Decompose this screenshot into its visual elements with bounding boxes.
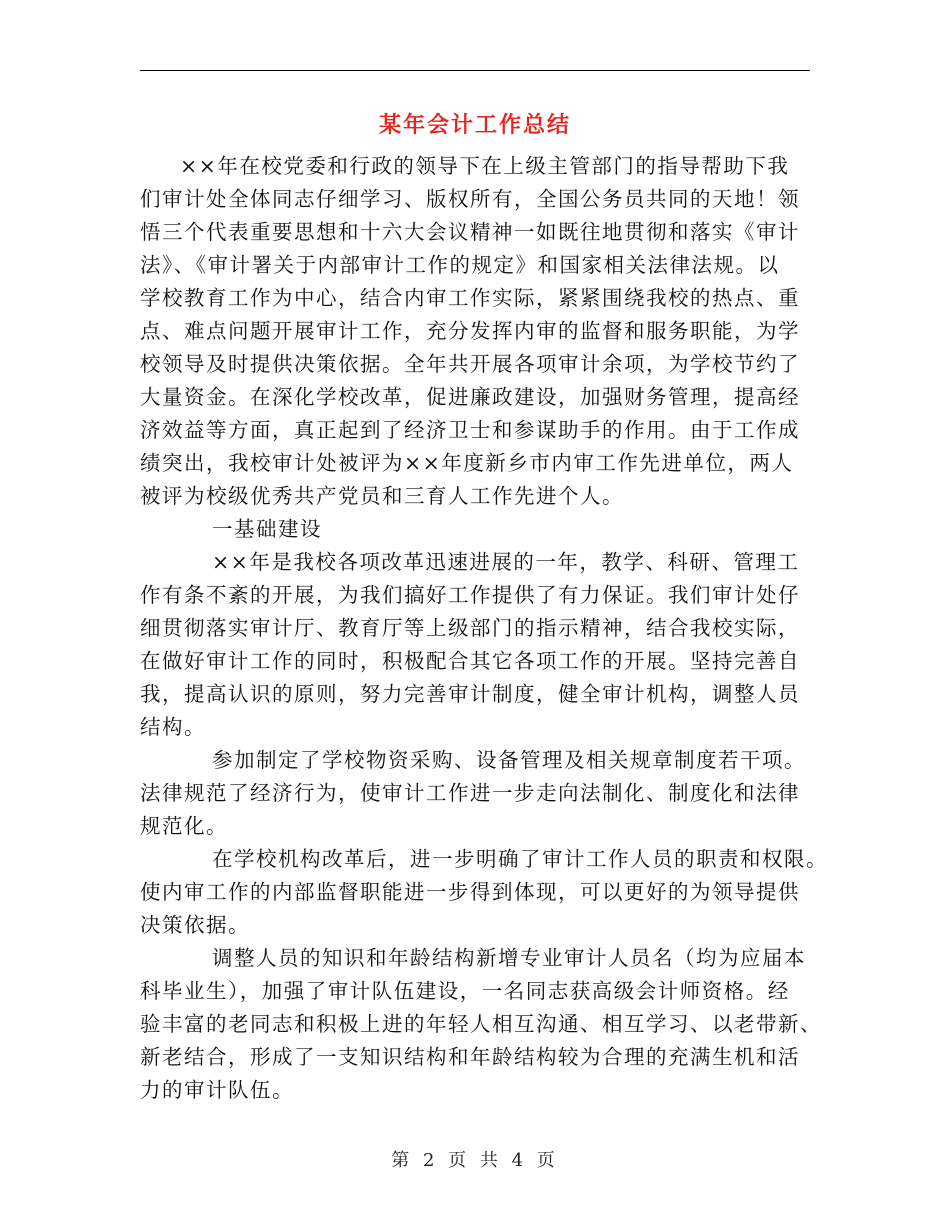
text-line: 结构。 (140, 715, 206, 739)
text-line: 调整人员的知识和年龄结构新增专业审计人员名（均为应届本 (212, 946, 806, 970)
text-line: 大量资金。在深化学校改革，促进廉政建设，加强财务管理，提高经 (140, 385, 800, 409)
text-line: 点、难点问题开展审计工作，充分发挥内审的监督和服务职能，为学 (140, 319, 800, 343)
page-footer: 第 2 页 共 4 页 (391, 1150, 559, 1171)
text-line: 细贯彻落实审计厅、教育厅等上级部门的指示精神，结合我校实际， (140, 616, 800, 640)
document-body (140, 150, 828, 1107)
text-line: 我，提高认识的原则，努力完善审计制度，健全审计机构，调整人员 (140, 682, 800, 706)
text-line: 规范化。 (140, 814, 228, 838)
text-line: 绩突出，我校审计处被评为××年度新乡市内审工作先进单位，两人 (140, 451, 794, 475)
text-line: 参加制定了学校物资采购、设备管理及相关规章制度若干项。 (212, 748, 806, 772)
document-title: 某年会计工作总结 (378, 113, 571, 138)
header-rule (140, 70, 810, 71)
text-line: 学校教育工作为中心，结合内审工作实际，紧紧围绕我校的热点、重 (140, 286, 800, 310)
text-line: 作有条不紊的开展，为我们搞好工作提供了有力保证。我们审计处仔 (140, 583, 800, 607)
text-line: 在做好审计工作的同时，积极配合其它各项工作的开展。坚持完善自 (140, 649, 800, 673)
text-line: 校领导及时提供决策依据。全年共开展各项审计余项，为学校节约了 (140, 352, 800, 376)
text-line: 法》、《审计署关于内部审计工作的规定》和国家相关法律法规。以 (140, 253, 780, 277)
text-line: 决策依据。 (140, 913, 250, 937)
text-line: 验丰富的老同志和积极上进的年轻人相互沟通、相互学习、以老带新、 (140, 1012, 822, 1036)
text-line: 法律规范了经济行为，使审计工作进一步走向法制化、制度化和法律 (140, 781, 800, 805)
text-line: 在学校机构改革后，进一步明确了审计工作人员的职责和权限。 (212, 847, 828, 871)
text-line: 新老结合，形成了一支知识结构和年龄结构较为合理的充满生机和活 (140, 1045, 800, 1069)
text-line: ××年是我校各项改革迅速进展的一年，教学、科研、管理工 (212, 550, 800, 574)
text-line: 使内审工作的内部监督职能进一步得到体现，可以更好的为领导提供 (140, 880, 800, 904)
text-line: 力的审计队伍。 (140, 1078, 294, 1102)
text-line: 被评为校级优秀共产党员和三育人工作先进个人。 (140, 484, 624, 508)
text-line: ××年在校党委和行政的领导下在上级主管部门的指导帮助下我 (180, 154, 790, 178)
text-line: 们审计处全体同志仔细学习、版权所有，全国公务员共同的天地！领 (140, 187, 800, 211)
text-line: 一基础建设 (212, 517, 322, 541)
text-line: 济效益等方面，真正起到了经济卫士和参谋助手的作用。由于工作成 (140, 418, 800, 442)
text-line: 科毕业生），加强了审计队伍建设，一名同志获高级会计师资格。经 (140, 979, 790, 1003)
text-line: 悟三个代表重要思想和十六大会议精神一如既往地贯彻和落实《审计 (140, 220, 800, 244)
